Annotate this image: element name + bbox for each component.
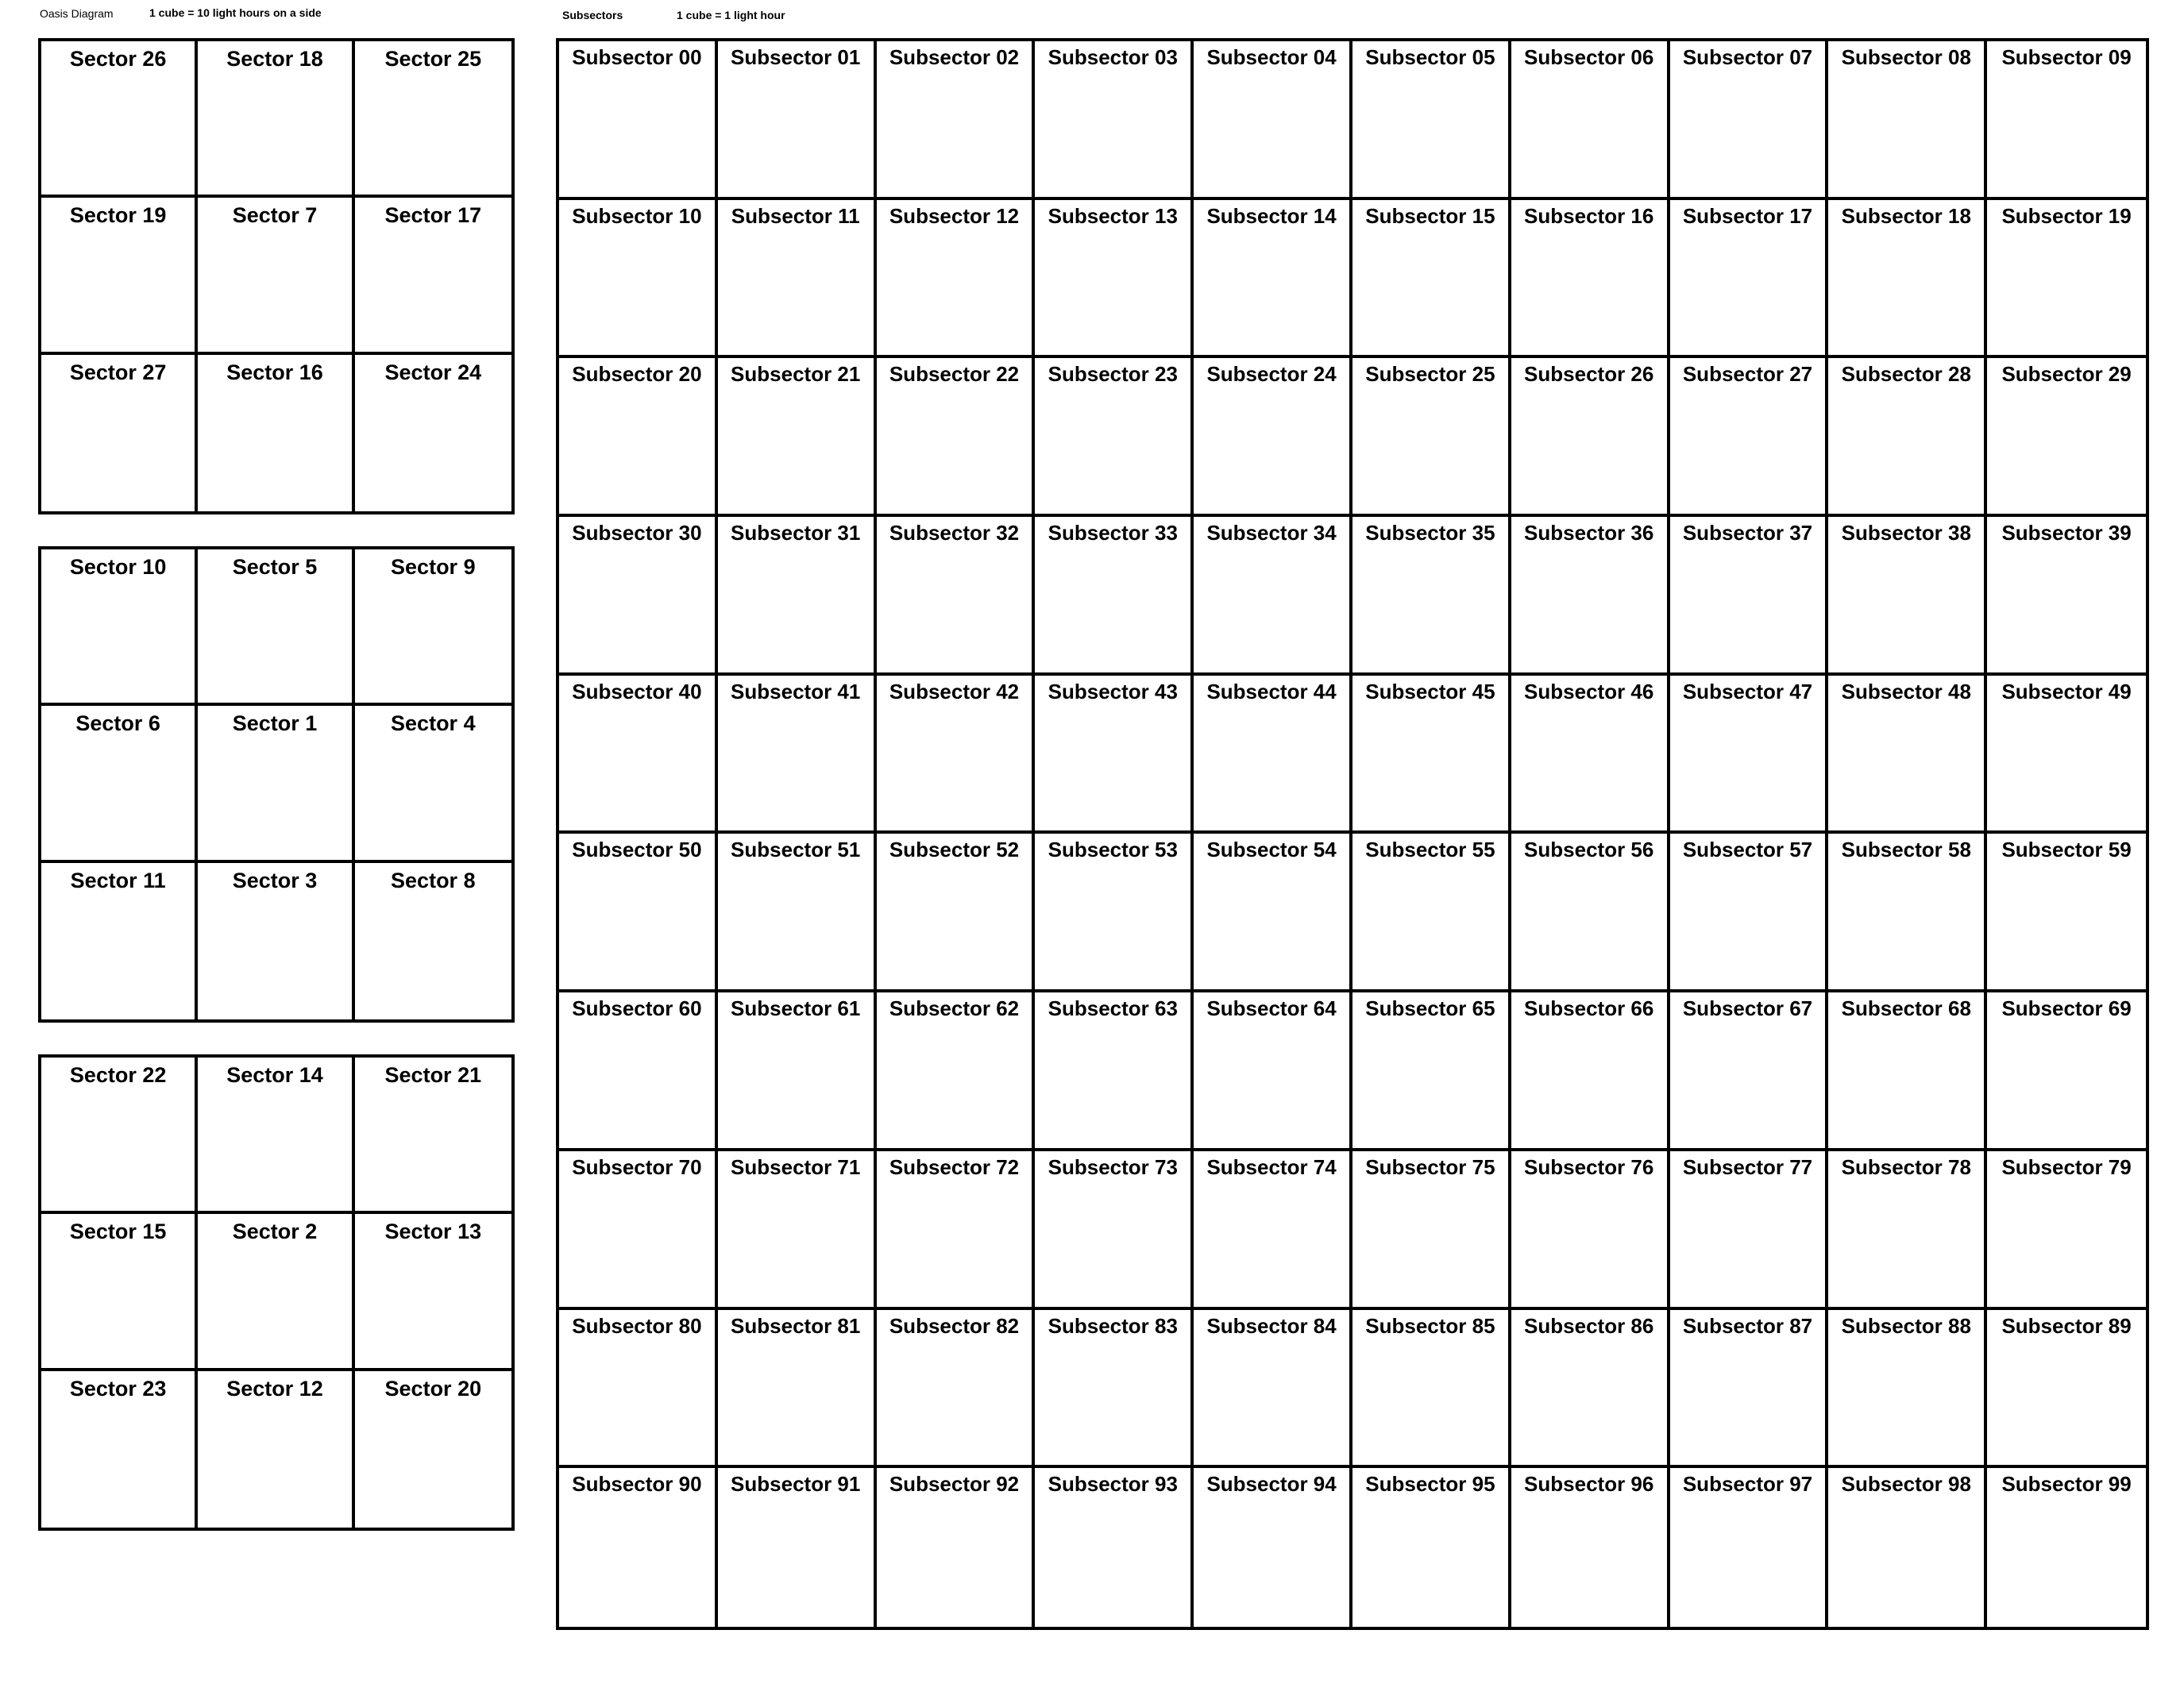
subsector-cell: Subsector 24 bbox=[1194, 358, 1352, 517]
subsector-cell: Subsector 49 bbox=[1987, 676, 2146, 834]
sector-cell: Sector 6 bbox=[41, 706, 198, 862]
subsector-cell: Subsector 25 bbox=[1352, 358, 1511, 517]
subsector-cell: Subsector 46 bbox=[1511, 676, 1670, 834]
subsector-cell: Subsector 58 bbox=[1828, 834, 1987, 992]
subsector-cell: Subsector 41 bbox=[718, 676, 877, 834]
subsector-cell: Subsector 54 bbox=[1194, 834, 1352, 992]
subsector-cell: Subsector 06 bbox=[1511, 41, 1670, 200]
subsector-cell: Subsector 40 bbox=[559, 676, 718, 834]
subsector-cell: Subsector 93 bbox=[1035, 1468, 1194, 1627]
subsector-cell: Subsector 44 bbox=[1194, 676, 1352, 834]
subsector-cell: Subsector 15 bbox=[1352, 200, 1511, 359]
sector-cell: Sector 25 bbox=[355, 41, 511, 198]
sector-cell: Sector 14 bbox=[198, 1058, 354, 1214]
subsector-cell: Subsector 77 bbox=[1670, 1151, 1829, 1310]
subsector-cell: Subsector 72 bbox=[877, 1151, 1036, 1310]
subsector-cell: Subsector 64 bbox=[1194, 992, 1352, 1151]
sector-cell: Sector 11 bbox=[41, 863, 198, 1019]
subsector-cell: Subsector 87 bbox=[1670, 1310, 1829, 1469]
subsector-cell: Subsector 62 bbox=[877, 992, 1036, 1151]
subsector-cell: Subsector 47 bbox=[1670, 676, 1829, 834]
subsector-cell: Subsector 89 bbox=[1987, 1310, 2146, 1469]
subsector-cell: Subsector 92 bbox=[877, 1468, 1036, 1627]
subsector-cell: Subsector 81 bbox=[718, 1310, 877, 1469]
subsector-cell: Subsector 83 bbox=[1035, 1310, 1194, 1469]
sector-cell: Sector 18 bbox=[198, 41, 354, 198]
subsector-cell: Subsector 02 bbox=[877, 41, 1036, 200]
sector-cell: Sector 15 bbox=[41, 1214, 198, 1370]
sector-grid-middle bbox=[38, 546, 515, 1023]
subsector-cell: Subsector 03 bbox=[1035, 41, 1194, 200]
subsector-cell: Subsector 97 bbox=[1670, 1468, 1829, 1627]
subsector-cell: Subsector 32 bbox=[877, 517, 1036, 676]
subsector-cell: Subsector 66 bbox=[1511, 992, 1670, 1151]
subsector-cell: Subsector 96 bbox=[1511, 1468, 1670, 1627]
subsector-cell: Subsector 84 bbox=[1194, 1310, 1352, 1469]
sector-cell: Sector 2 bbox=[198, 1214, 354, 1370]
sector-grid-top bbox=[38, 38, 515, 514]
subsector-cell: Subsector 30 bbox=[559, 517, 718, 676]
sector-cell: Sector 9 bbox=[355, 549, 511, 706]
subsector-cell: Subsector 63 bbox=[1035, 992, 1194, 1151]
subsector-cell: Subsector 74 bbox=[1194, 1151, 1352, 1310]
subsector-cell: Subsector 60 bbox=[559, 992, 718, 1151]
sector-cell: Sector 24 bbox=[384, 360, 482, 384]
subsector-cell: Subsector 13 bbox=[1035, 200, 1194, 359]
subsector-cell: Subsector 51 bbox=[718, 834, 877, 992]
subsector-cell: Subsector 43 bbox=[1035, 676, 1194, 834]
subsector-cell: Subsector 95 bbox=[1352, 1468, 1511, 1627]
subsector-cell: Subsector 68 bbox=[1828, 992, 1987, 1151]
subsector-cell: Subsector 71 bbox=[718, 1151, 877, 1310]
subsector-cell: Subsector 14 bbox=[1194, 200, 1352, 359]
subsector-cell: Subsector 91 bbox=[718, 1468, 877, 1627]
subsector-cell: Subsector 48 bbox=[1828, 676, 1987, 834]
sector-cell: Sector 8 bbox=[391, 868, 476, 892]
subsector-cell: Subsector 65 bbox=[1352, 992, 1511, 1151]
subsector-cell: Subsector 94 bbox=[1194, 1468, 1352, 1627]
sector-cell: Sector 12 bbox=[198, 1371, 354, 1528]
sector-cell: Sector 16 bbox=[198, 355, 354, 511]
subsector-cell: Subsector 17 bbox=[1670, 200, 1829, 359]
sector-cell: Sector 23 bbox=[41, 1371, 198, 1528]
subsector-cell: Subsector 55 bbox=[1352, 834, 1511, 992]
subsector-cell: Subsector 70 bbox=[559, 1151, 718, 1310]
subsector-cell: Subsector 69 bbox=[1987, 992, 2146, 1151]
subsectors-title: Subsectors bbox=[562, 9, 623, 21]
subsector-cell: Subsector 90 bbox=[559, 1468, 718, 1627]
subsector-cell: Subsector 78 bbox=[1828, 1151, 1987, 1310]
sector-cell: Sector 19 bbox=[41, 198, 198, 354]
subsector-cell: Subsector 85 bbox=[1352, 1310, 1511, 1469]
subsector-cell: Subsector 31 bbox=[718, 517, 877, 676]
sector-cell: Sector 20 bbox=[384, 1376, 482, 1401]
subsector-cell: Subsector 42 bbox=[877, 676, 1036, 834]
sector-cell: Sector 4 bbox=[355, 706, 511, 862]
subsector-cell: Subsector 26 bbox=[1511, 358, 1670, 517]
subsector-cell: Subsector 59 bbox=[1987, 834, 2146, 992]
subsector-cell: Subsector 27 bbox=[1670, 358, 1829, 517]
subsector-cell: Subsector 33 bbox=[1035, 517, 1194, 676]
sector-cell: Sector 5 bbox=[198, 549, 354, 706]
subsector-cell: Subsector 08 bbox=[1828, 41, 1987, 200]
subsector-cell: Subsector 56 bbox=[1511, 834, 1670, 992]
sector-cell: Sector 1 bbox=[198, 706, 354, 862]
subsector-cell: Subsector 53 bbox=[1035, 834, 1194, 992]
subsector-cell: Subsector 88 bbox=[1828, 1310, 1987, 1469]
subsector-cell: Subsector 98 bbox=[1828, 1468, 1987, 1627]
subsector-cell: Subsector 20 bbox=[559, 358, 718, 517]
subsector-cell: Subsector 67 bbox=[1670, 992, 1829, 1151]
subsector-cell: Subsector 61 bbox=[718, 992, 877, 1151]
subsector-cell: Subsector 10 bbox=[559, 200, 718, 359]
sector-cell: Sector 13 bbox=[355, 1214, 511, 1370]
sector-cell: Sector 21 bbox=[355, 1058, 511, 1214]
subsector-cell: Subsector 45 bbox=[1352, 676, 1511, 834]
sector-cell: Sector 27 bbox=[41, 355, 198, 511]
subsector-cell: Subsector 23 bbox=[1035, 358, 1194, 517]
sector-cell: Sector 22 bbox=[41, 1058, 198, 1214]
subsector-cell: Subsector 35 bbox=[1352, 517, 1511, 676]
subsector-cell: Subsector 01 bbox=[718, 41, 877, 200]
subsector-cell: Subsector 52 bbox=[877, 834, 1036, 992]
subsector-cell: Subsector 75 bbox=[1352, 1151, 1511, 1310]
subsector-cell: Subsector 79 bbox=[1987, 1151, 2146, 1310]
subsector-cell: Subsector 37 bbox=[1670, 517, 1829, 676]
subsector-cell: Subsector 29 bbox=[1987, 358, 2146, 517]
subsector-cell: Subsector 80 bbox=[559, 1310, 718, 1469]
subsector-cell: Subsector 19 bbox=[1987, 200, 2146, 359]
subsector-cell: Subsector 12 bbox=[877, 200, 1036, 359]
sector-cell: Sector 26 bbox=[41, 41, 198, 198]
oasis-diagram-title: Oasis Diagram bbox=[40, 7, 114, 20]
subsector-cell: Subsector 38 bbox=[1828, 517, 1987, 676]
subsector-grid bbox=[556, 38, 2149, 1630]
subsector-cell: Subsector 86 bbox=[1511, 1310, 1670, 1469]
sector-grid-bottom bbox=[38, 1054, 515, 1531]
subsector-cell: Subsector 36 bbox=[1511, 517, 1670, 676]
subsector-cell: Subsector 00 bbox=[559, 41, 718, 200]
oasis-scale-note: 1 cube = 10 light hours on a side bbox=[149, 6, 322, 19]
subsector-cell: Subsector 11 bbox=[718, 200, 877, 359]
subsector-cell: Subsector 21 bbox=[718, 358, 877, 517]
subsector-cell: Subsector 76 bbox=[1511, 1151, 1670, 1310]
subsector-cell: Subsector 28 bbox=[1828, 358, 1987, 517]
subsector-cell: Subsector 39 bbox=[1987, 517, 2146, 676]
subsector-cell: Subsector 07 bbox=[1670, 41, 1829, 200]
subsector-cell: Subsector 16 bbox=[1511, 200, 1670, 359]
subsector-cell: Subsector 57 bbox=[1670, 834, 1829, 992]
sector-cell: Sector 7 bbox=[198, 198, 354, 354]
subsector-cell: Subsector 09 bbox=[1987, 41, 2146, 200]
subsector-cell: Subsector 99 bbox=[2001, 1472, 2132, 1497]
sector-cell: Sector 10 bbox=[41, 549, 198, 706]
subsector-cell: Subsector 05 bbox=[1352, 41, 1511, 200]
subsector-cell: Subsector 82 bbox=[877, 1310, 1036, 1469]
subsector-cell: Subsector 18 bbox=[1828, 200, 1987, 359]
subsector-cell: Subsector 50 bbox=[559, 834, 718, 992]
subsector-cell: Subsector 73 bbox=[1035, 1151, 1194, 1310]
subsector-cell: Subsector 22 bbox=[877, 358, 1036, 517]
sector-cell: Sector 3 bbox=[198, 863, 354, 1019]
subsector-cell: Subsector 34 bbox=[1194, 517, 1352, 676]
sector-cell: Sector 17 bbox=[355, 198, 511, 354]
subsectors-scale-note: 1 cube = 1 light hour bbox=[677, 9, 785, 21]
subsector-cell: Subsector 04 bbox=[1194, 41, 1352, 200]
